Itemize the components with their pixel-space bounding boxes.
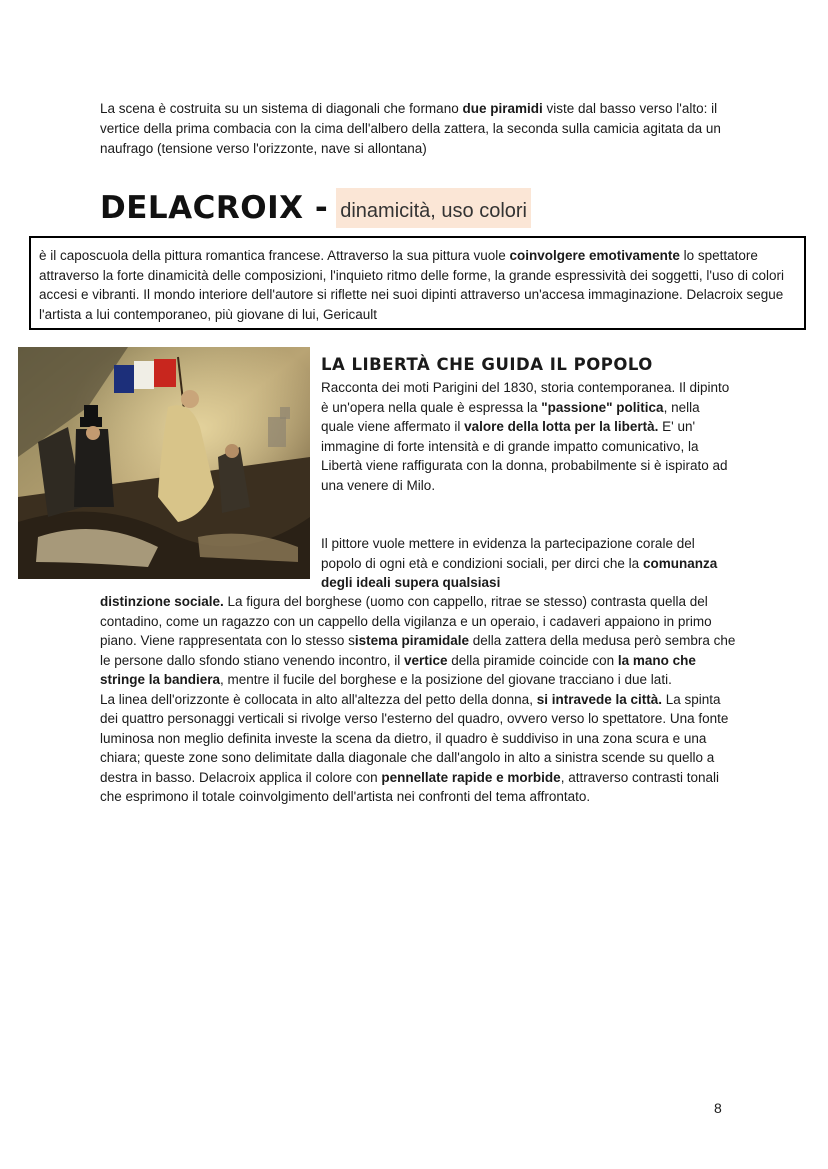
artist-heading: [100, 182, 531, 228]
painting-description: [100, 592, 740, 807]
intro-paragraph: La scena è costruita su un sistema di diagonali che formano due piramidi viste dal basso verso l'alto: il vertice della prima combacia con la cima dell'albero della zattera, la seconda sulla camicia agitata da un naufrago (tensione verso l'orizzonte, nave si allontana): [100, 101, 721, 156]
page-number: 8: [714, 1100, 722, 1116]
artist-name: DELACROIX -: [100, 190, 329, 226]
artist-intro-text: è il caposcuola della pittura romantica francese. Attraverso la sua pittura vuole coinvolgere emotivamente lo spettatore attraverso la forte dinamicità delle composizioni, l'inquieto ritmo delle forme, la grande espressività dei soggetti, l'uso di colori accesi e vibranti. Il mondo interiore dell'autore si riflette nei suoi dipinti attraverso un'accesa immaginazione. Delacroix segue l'artista a lui contemporaneo, più giovane di lui, Gericault: [39, 248, 785, 322]
section-title: LA LIBERTÀ CHE GUIDA IL POPOLO: [321, 355, 653, 374]
painting-paragraph-4: La linea dell'orizzonte è collocata in alto all'altezza del petto della donna, si intravede la città. La spinta dei quattro personaggi verticali si rivolge verso l'esterno del quadro, ovvero verso lo spettatore. Una fonte luminosa non meglio definita investe la scena da dietro, il quadro è suddiviso in una zona scura e una chiara; queste zone sono delimitate dalla diagonale che dall'angolo in alto a sinistra scende su quello a destra in basso. Delacroix applica il colore con pennellate rapide e morbide, attraverso contrasti tonali che esprimono il totale coinvolgimento dell'artista nei confronti del tema affrontato.: [100, 691, 729, 804]
artist-intro-box: [29, 236, 806, 330]
painting-paragraph-3: distinzione sociale. La figura del borghese (uomo con cappello, ritrae se stesso) contrasta quella del contadino, come un ragazzo con un cappello della vigilanza e un operaio, i cadaveri appaiono in primo piano. Viene rappresentata con lo stesso sistema piramidale della zattera della medusa però sembra che le persone dallo sfondo stiano venendo incontro, il vertice della piramide coincide con la mano che stringe la bandiera, mentre il fucile del borghese e la posizione del giovane tracciano i due lati.: [100, 594, 736, 687]
painting-paragraph-1: Racconta dei moti Parigini del 1830, storia contemporanea. Il dipinto è un'opera nella quale è espressa la "passione" politica, nella quale viene affermato il valore della lotta per la libertà. E' un' immagine di forte intensità e di grande impatto comunicativo, la Libertà viene raffigurata con la donna, probabilmente si è ispirato ad una venere di Milo.: [321, 380, 730, 493]
artist-subtitle-highlight: dinamicità, uso colori: [336, 188, 531, 228]
painting-paragraph-2: Il pittore vuole mettere in evidenza la partecipazione corale del popolo di ogni età e condizioni sociali, per dirci che la comunanza degli ideali supera qualsiasi: [321, 536, 718, 590]
painting-image: [18, 347, 310, 579]
